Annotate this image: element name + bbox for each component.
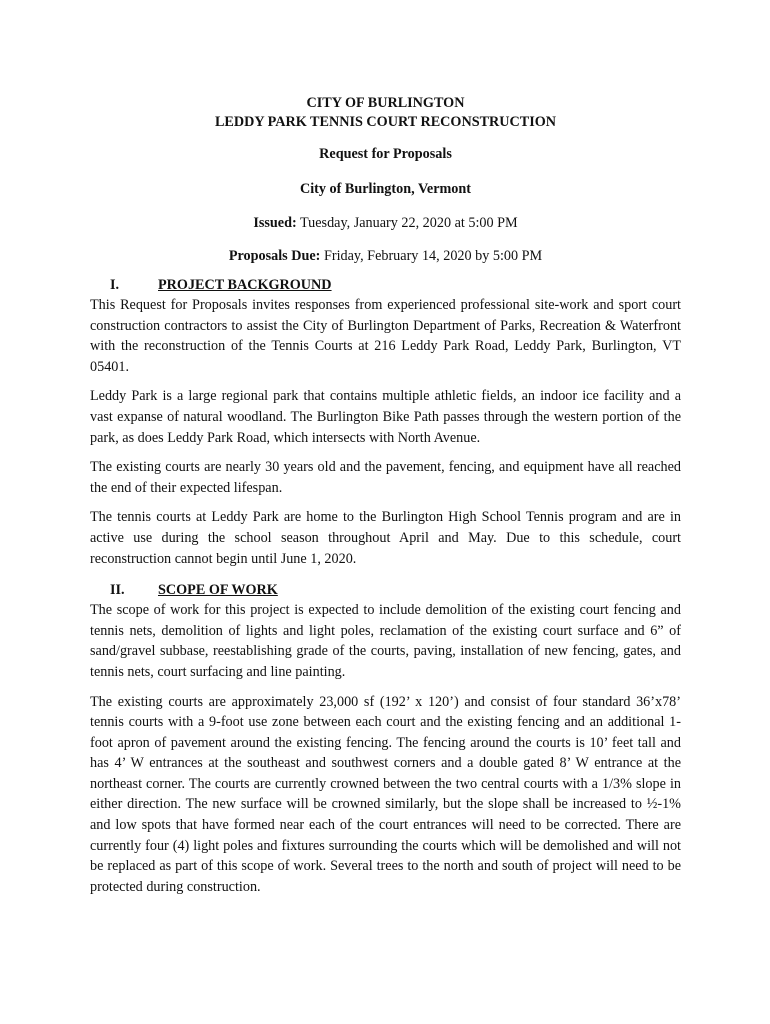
- section-heading-background: [90, 276, 681, 295]
- section-title: PROJECT BACKGROUND: [158, 277, 332, 293]
- issued-label: Issued:: [253, 215, 297, 231]
- section-title: SCOPE OF WORK: [158, 582, 278, 599]
- paragraph: Leddy Park is a large regional park that contains multiple athletic fields, an indoor ice facility and a vast expanse of natural woodland. The Burlington Bike Path passes through the western portion of the park, as does Leddy Park Road, which intersects with North Avenue.: [90, 388, 681, 446]
- due-label: Proposals Due:: [228, 248, 321, 264]
- due-value: Friday, February 14, 2020 by 5:00 PM: [320, 248, 543, 264]
- due-line: [90, 247, 681, 266]
- issued-line: [90, 214, 681, 233]
- paragraph: The existing courts are nearly 30 years old and the pavement, fencing, and equipment have all reached the end of their expected lifespan.: [90, 459, 681, 496]
- document-header: [90, 94, 681, 199]
- document-page: [90, 94, 681, 906]
- city-title: CITY OF BURLINGTON: [306, 95, 465, 111]
- paragraph: The scope of work for this project is expected to include demolition of the existing court fencing and tennis nets, demolition of lights and light poles, reclamation of the existing court surface and 6” of sand/gravel subbase, reestablishing grade of the courts, paving, installation of new fencing, gates, and tennis nets, court surfacing and line painting.: [90, 602, 681, 680]
- section-heading-scope: [90, 581, 681, 600]
- section-number: I.: [110, 277, 120, 293]
- location-line: City of Burlington, Vermont: [299, 181, 472, 197]
- section-number: II.: [110, 582, 125, 599]
- paragraph: The existing courts are approximately 23,000 sf (192’ x 120’) and consist of four standard 36’x78’ tennis courts with a 9-foot use zone between each court and the existing fencing and an additional 1-foot apron of pavement around the existing fencing. The fencing around the courts is 10’ feet tall and has 4’ W entrances at the southeast and southwest corners and a double gated 8’ W entrance at the northeast corner. The courts are currently crowned between the two central courts with a 1/3% slope in either direction. The new surface will be crowned similarly, but the slope shall be increased to ½-1% and low spots that have formed near each of the court entrances will need to be corrected. There are currently four (4) light poles and fixtures surrounding the courts which will be demolished and will not be replaced as part of this scope of work. Several trees to the north and south of project will need to be protected during construction.: [90, 693, 681, 895]
- document-type: Request for Proposals: [319, 146, 452, 162]
- paragraph: This Request for Proposals invites responses from experienced professional site-work and sport court construction contractors to assist the City of Burlington Department of Parks, Recreation & Waterfront with the reconstruction of the Tennis Courts at 216 Leddy Park Road, Leddy Park, Burlington, VT 05401.: [90, 297, 681, 375]
- project-title: LEDDY PARK TENNIS COURT RECONSTRUCTION: [214, 114, 557, 130]
- paragraph: The tennis courts at Leddy Park are home to the Burlington High School Tennis program and are in active use during the school season throughout April and May. Due to this schedule, court reconstruction cannot begin until June 1, 2020.: [90, 509, 681, 567]
- issued-value: Tuesday, January 22, 2020 at 5:00 PM: [296, 215, 518, 231]
